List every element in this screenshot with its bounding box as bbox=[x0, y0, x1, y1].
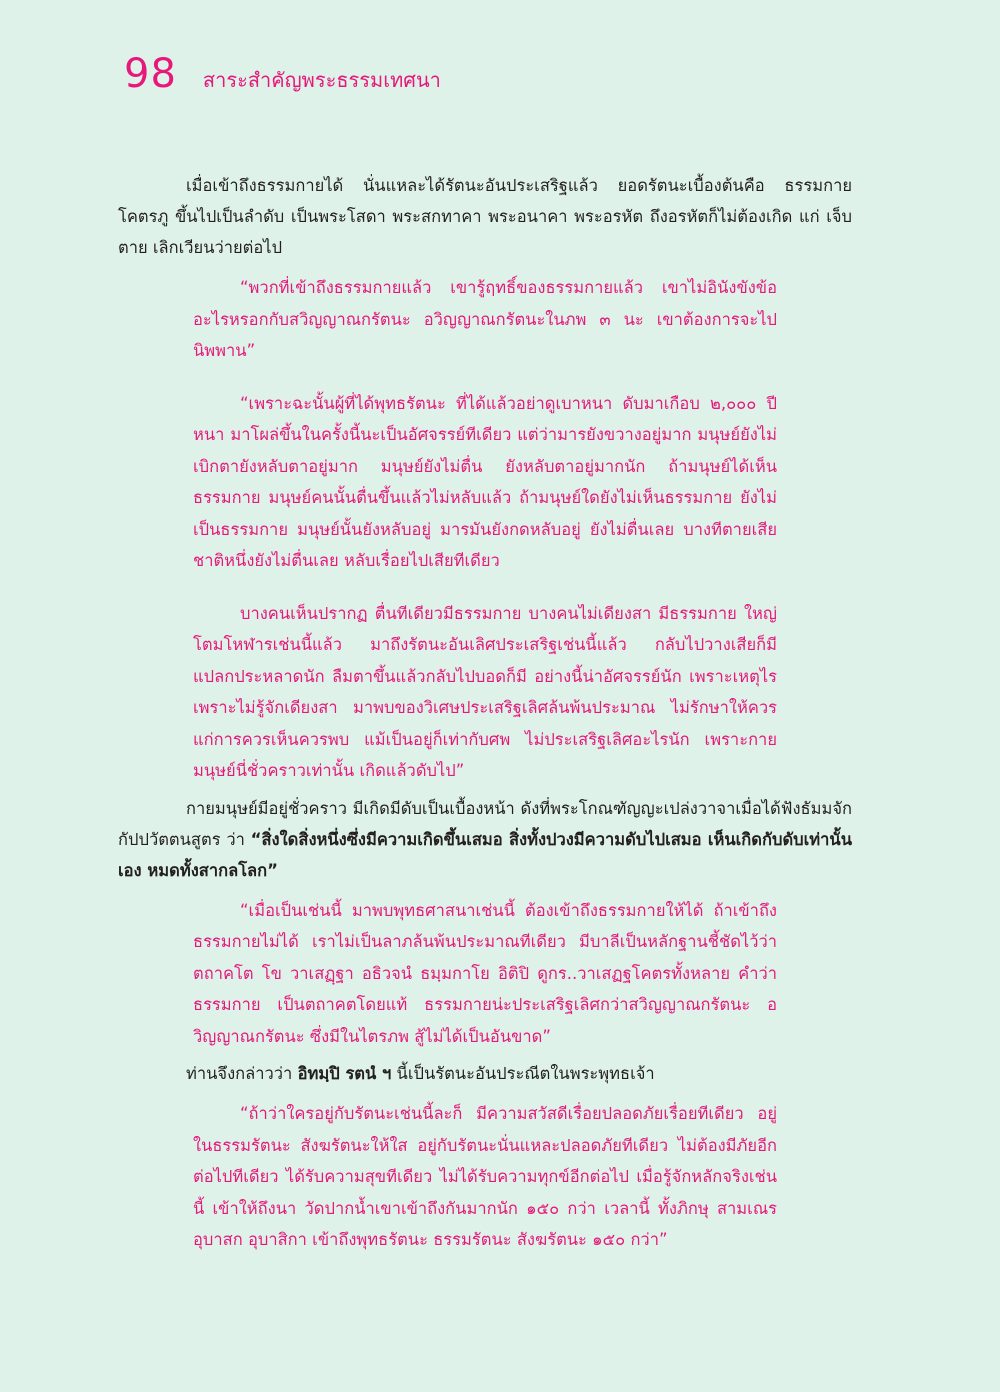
page-body bbox=[118, 170, 852, 1256]
paragraph-1: เมื่อเข้าถึงธรรมกายได้ นั่นแหละได้รัตนะอันประเสริฐแล้ว ยอดรัตนะเบื้องต้นคือ ธรรมกายโคตรภู ขึ้นไปเป็นลำดับ เป็นพระโสดา พระสกทาคา พระอนาคา พระอรหัต ถึงอรหัตก็ไม่ต้องเกิด แก่ เจ็บ ตาย เลิกเวียนว่ายต่อไป bbox=[118, 176, 852, 257]
quote-3: บางคนเห็นปรากฏ ตื่นทีเดียวมีธรรมกาย บางคนไม่เดียงสา มีธรรมกาย ใหญ่โตมโหฬารเช่นนี้แล้ว มาถึงรัตนะอันเลิศประเสริฐเช่นนี้แล้ว กลับไปวางเสียก็มี แปลกประหลาดนัก ลืมตาขึ้นแล้วกลับไปบอดก็มี อย่างนี้น่าอัศจรรย์นัก เพราะเหตุไร เพราะไม่รู้จักเดียงสา มาพบของวิเศษประเสริฐเลิศล้นพ้นประมาณ ไม่รักษาให้ควรแก่การควรเห็นควรพบ แม้เป็นอยู่ก็เท่ากับศพ ไม่ประเสริฐเลิศอะไรนัก เพราะกายมนุษย์นี่ชั่วคราวเท่านั้น เกิดแล้วดับไป” bbox=[193, 603, 777, 780]
quote-1: “พวกที่เข้าถึงธรรมกายแล้ว เขารู้ฤทธิ์ของธรรมกายแล้ว เขาไม่อินังขังข้ออะไรหรอกกับสวิญญาณกรัตนะ อวิญญาณกรัตนะในภพ ๓ นะ เขาต้องการจะไปนิพพาน” bbox=[193, 278, 777, 360]
paragraph-3 bbox=[118, 1058, 852, 1089]
page-header bbox=[124, 51, 441, 97]
paragraph-3-bold: อิทมฺปิ รตนํ ฯ bbox=[297, 1064, 392, 1083]
book-title: สาระสำคัญพระธรรมเทศนา bbox=[202, 68, 441, 92]
quote-2: “เพราะฉะนั้นผู้ที่ได้พุทธรัตนะ ที่ได้แล้วอย่าดูเบาหนา ดับมาเกือบ ๒,๐๐๐ ปีหนา มาโผล่ขึ้นในครั้งนี้นะเป็นอัศจรรย์ทีเดียว แต่ว่ามารยังขวางอยู่มาก มนุษย์ยังไม่เบิกตายังหลับตาอยู่มาก มนุษย์ยังไม่ตื่น ยังหลับตาอยู่มากนัก ถ้ามนุษย์ได้เห็นธรรมกาย มนุษย์คนนั้นตื่นขึ้นแล้วไม่หลับแล้ว ถ้ามนุษย์ใดยังไม่เห็นธรรมกาย ยังไม่เป็นธรรมกาย มนุษย์นั้นยังหลับอยู่ มารมันยังกดหลับอยู่ ยังไม่ตื่นเลย บางทีตายเสียชาติหนึ่งยังไม่ตื่นเลย หลับเรื่อยไปเสียทีเดียว bbox=[193, 393, 777, 570]
paragraph-3-text-b: นี้เป็นรัตนะอันประณีตในพระพุทธเจ้า bbox=[391, 1064, 655, 1083]
quote-4: “เมื่อเป็นเช่นนี้ มาพบพุทธศาสนาเช่นนี้ ต้องเข้าถึงธรรมกายให้ได้ ถ้าเข้าถึง ธรรมกายไม่ได้ เราไม่เป็นลาภล้นพ้นประมาณทีเดียว มีบาลีเป็นหลักฐานชี้ชัดไว้ว่า ตถาคโต โข วาเสฏฺฐา อธิวจนํ ธมฺมกาโย อิติปิ ดูกร..วาเสฏฐโคตรทั้งหลาย คำว่า ธรรมกาย เป็นตถาคตโดยแท้ ธรรมกายน่ะประเสริฐเลิศกว่าสวิญญาณกรัตนะ อวิญญาณกรัตนะ ซึ่งมีในไตรภพ สู้ไม่ได้เป็นอันขาด” bbox=[193, 900, 777, 1046]
paragraph-2-bold-quote: “สิ่งใดสิ่งหนึ่งซึ่งมีความเกิดขึ้นเสมอ สิ่งทั้งปวงมีความดับไปเสมอ เห็นเกิดกับดับเท่านั้นเอง หมดทั้งสากลโลก” bbox=[118, 829, 852, 880]
page-number: 98 bbox=[124, 51, 177, 97]
paragraph-2-text: กายมนุษย์มีอยู่ชั่วคราว มีเกิดมีดับเป็นเบื้องหน้า ดังที่พระโกณฑัญญะเปล่งวาจาเมื่อได้ฟังธัมมจักกัปปวัตตนสูตร ว่า bbox=[118, 798, 852, 849]
paragraph-2 bbox=[118, 793, 852, 886]
quote-5: “ถ้าว่าใครอยู่กับรัตนะเช่นนี้ละก็ มีความสวัสดีเรื่อยปลอดภัยเรื่อยทีเดียว อยู่ในธรรมรัตนะ สังฆรัตนะให้ใส อยู่กับรัตนะนั่นแหละปลอดภัยทีเดียว ไม่ต้องมีภัยอีกต่อไปทีเดียว ได้รับความสุขทีเดียว ไม่ได้รับความทุกข์อีกต่อไป เมื่อรู้จักหลักจริงเช่นนี้ เข้าให้ถึงนา วัดปากน้ำเขาเข้าถึงกันมากนัก ๑๕๐ กว่า เวลานี้ ทั้งภิกษุ สามเณร อุบาสก อุบาสิกา เข้าถึงพุทธรัตนะ ธรรมรัตนะ สังฆรัตนะ ๑๕๐ กว่า” bbox=[193, 1104, 777, 1249]
paragraph-3-text-a: ท่านจึงกล่าวว่า bbox=[186, 1064, 298, 1083]
